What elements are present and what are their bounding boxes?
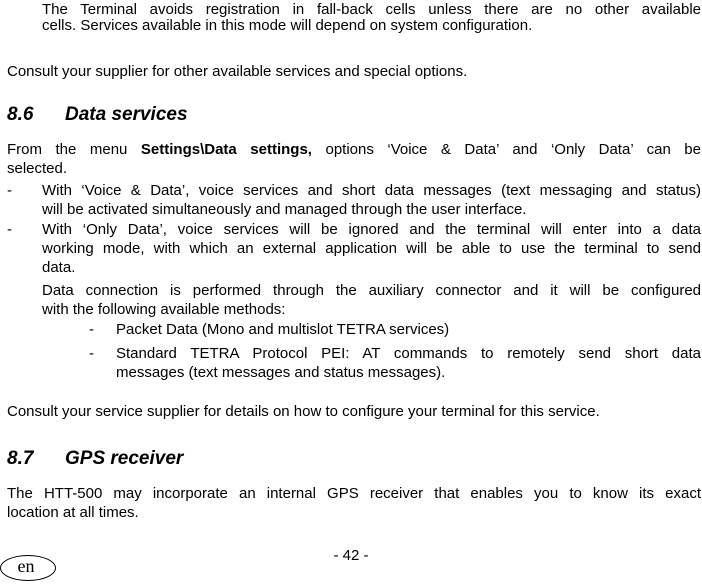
method-dash: - [89,345,94,362]
data-services-intro-line-2: selected. [7,160,68,177]
bullet-voice-data-line-1: With ‘Voice & Data’, voice services and short data messages (text messaging and status) [42,182,701,199]
section-heading-8-7 [7,448,183,470]
bullet-dash: - [7,182,12,199]
menu-path: Settings\Data settings, [140,141,312,158]
section-number: 8.7 [7,448,34,469]
section-number: 8.6 [7,104,34,125]
intro-text-before: From the menu [7,141,141,158]
gps-line-1: The HTT-500 may incorporate an internal GPS receiver that enables you to know its exact [7,485,701,502]
intro-text-after: options ‘Voice & Data’ and ‘Only Data’ can be [311,141,701,158]
section-title: Data services [65,104,188,125]
method-pei-line-1: Standard TETRA Protocol PEI: AT commands to remotely send short data [116,345,701,362]
section-heading-8-6 [7,104,188,126]
intro-line-1: The Terminal avoids registration in fall-back cells unless there are no other available [42,1,701,18]
bullet-voice-data-line-2: will be activated simultaneously and managed through the user interface. [42,201,527,218]
consult-other-services: Consult your supplier for other available services and special options. [7,63,468,80]
bullet-only-data-line-3: data. [42,259,76,276]
data-services-intro-line-1 [7,140,701,159]
bullet-only-data-line-2: working mode, with which an external application will be able to use the terminal to send [42,240,701,257]
bullet-only-data-line-1: With ‘Only Data’, voice services will be ignored and the terminal will enter into a data [42,221,701,238]
connection-line-2: with the following available methods: [42,301,286,318]
bullet-dash: - [7,221,12,238]
method-pei-line-2: messages (text messages and status messages). [116,364,446,381]
section-title: GPS receiver [65,448,184,469]
page-number: - 42 - [333,547,369,564]
gps-line-2: location at all times. [7,504,139,521]
connection-line-1: Data connection is performed through the auxiliary connector and it will be configured [42,282,701,299]
consult-service-supplier: Consult your service supplier for details on how to configure your terminal for this service. [7,403,600,420]
method-packet-data: Packet Data (Mono and multislot TETRA services) [116,321,450,338]
intro-line-2: cells. Services available in this mode will depend on system configuration. [42,17,533,34]
language-badge: en [0,555,56,581]
method-dash: - [89,321,94,338]
